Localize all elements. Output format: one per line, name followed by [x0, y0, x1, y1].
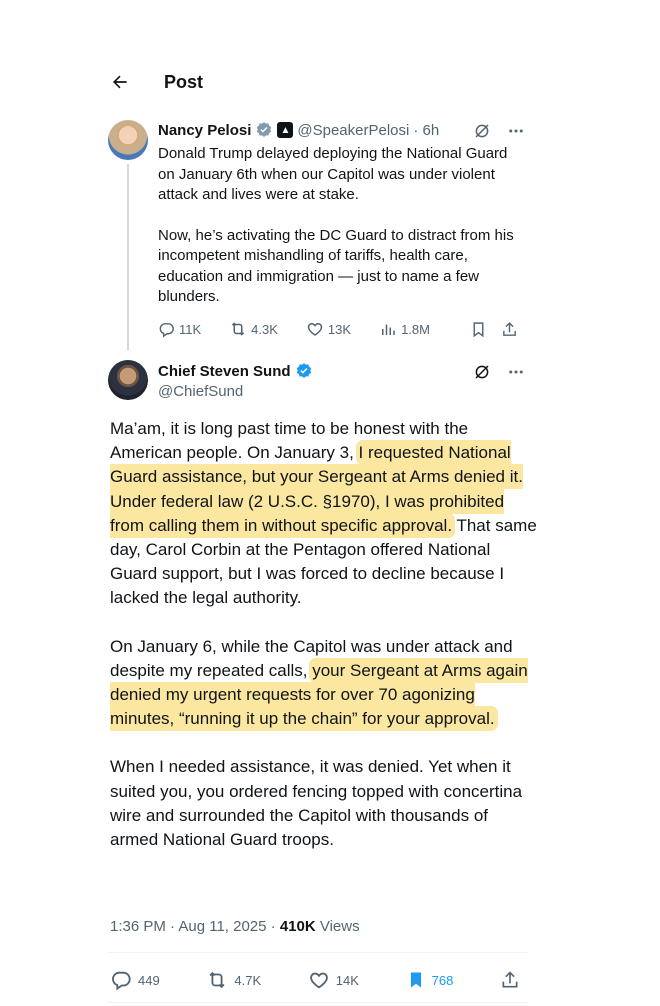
- more-icon[interactable]: [506, 362, 526, 382]
- bookmark-button[interactable]: [406, 969, 454, 991]
- back-arrow-icon[interactable]: [108, 70, 132, 94]
- bookmark-icon: [470, 321, 487, 338]
- grok-icon[interactable]: [472, 121, 492, 141]
- text-segment: Ma’am, it is long past time to be honest with the American people. On January 3,: [110, 419, 469, 463]
- text-segment: On January 6, while the Capitol was under attack and despite my repeated calls,: [110, 636, 513, 680]
- repost-button[interactable]: [229, 320, 278, 338]
- highlighted-text: I requested National Guard assistance, but your Sergeant at Arms denied it. Under federal law (2 U.S.C. §1970), I was prohibited from calling them in without specific approval.: [110, 443, 523, 535]
- bookmark-button[interactable]: [470, 321, 487, 338]
- like-icon: [306, 320, 324, 338]
- parent-tweet-actions: [158, 318, 518, 340]
- reply-icon: [110, 969, 132, 991]
- affiliate-icon: ▲: [277, 122, 293, 138]
- repost-count: 4.7K: [234, 972, 262, 988]
- reply-button[interactable]: [110, 969, 160, 991]
- parent-tweet-header: [158, 121, 439, 139]
- reply-count: 449: [138, 972, 160, 988]
- repost-button[interactable]: [206, 969, 261, 991]
- verified-icon: [255, 121, 273, 139]
- author-name[interactable]: Chief Steven Sund: [158, 362, 291, 380]
- author-handle[interactable]: @ChiefSund: [158, 383, 244, 400]
- tweet-timestamp[interactable]: 1:36 PM · Aug 11, 2025 ·: [110, 918, 280, 935]
- share-button[interactable]: [501, 321, 518, 338]
- main-tweet-tools: [472, 362, 526, 382]
- author-name[interactable]: Nancy Pelosi: [158, 121, 252, 139]
- verified-icon: [295, 362, 313, 380]
- views-button[interactable]: [379, 320, 430, 338]
- main-tweet-text: [110, 417, 540, 876]
- grok-icon[interactable]: [472, 362, 492, 382]
- tweet-paragraph: [110, 417, 540, 611]
- divider: [108, 952, 528, 953]
- like-icon: [308, 969, 330, 991]
- share-icon: [500, 970, 520, 990]
- parent-tweet-tools: [472, 121, 526, 141]
- bookmark-count: 768: [431, 972, 454, 988]
- repost-icon: [206, 969, 228, 991]
- tweet-paragraph: [110, 635, 540, 732]
- page-title: Post: [164, 71, 204, 92]
- avatar[interactable]: [108, 120, 148, 160]
- divider: [108, 1002, 528, 1003]
- tweet-paragraph: Now, he’s activating the DC Guard to distract from his incompetent mishandling of tariffs, health care, education and immigration — just to name a few blunders.: [158, 226, 514, 305]
- reply-count: 11K: [179, 321, 202, 337]
- more-icon[interactable]: [506, 121, 526, 141]
- share-button[interactable]: [500, 970, 520, 990]
- parent-tweet-text: [158, 144, 518, 328]
- views-icon: [379, 320, 397, 338]
- header: [108, 64, 203, 100]
- main-tweet-header: [158, 362, 317, 380]
- reply-button[interactable]: [158, 321, 201, 338]
- repost-count: 4.3K: [251, 321, 278, 337]
- views-label: Views: [315, 918, 360, 935]
- highlighted-text: your Sergeant at Arms again denied my urgent requests for over 70 agonizing minutes, “running it up the chain” for your approval.: [110, 660, 528, 729]
- author-handle[interactable]: @SpeakerPelosi: [297, 121, 410, 139]
- share-icon: [501, 321, 518, 338]
- tweet-paragraph: When I needed assistance, it was denied. Yet when it suited you, you ordered fencing topped with concertina wire and surrounded the Capitol with thousands of armed National Guard troops.: [110, 757, 523, 850]
- like-count: 13K: [327, 321, 352, 337]
- text-segment: That same day, Carol Corbin at the Pentagon offered National Guard support, but I was forced to decline because I lacked the legal authority.: [110, 515, 537, 608]
- thread-line: [127, 164, 129, 350]
- views-count: 410K: [279, 918, 316, 935]
- tweet-paragraph: Donald Trump delayed deploying the National Guard on January 6th when our Capitol was under violent attack and lives were at stake.: [158, 145, 508, 203]
- like-button[interactable]: [306, 320, 351, 338]
- main-tweet-actions: [110, 968, 520, 992]
- views-count: 1.8M: [401, 321, 430, 337]
- bookmark-icon: [406, 969, 426, 991]
- reply-icon: [158, 321, 175, 338]
- like-button[interactable]: [308, 969, 359, 991]
- avatar[interactable]: [108, 360, 148, 400]
- like-count: 14K: [335, 972, 359, 988]
- tweet-meta: [110, 918, 360, 935]
- tweet-time[interactable]: · 6h: [413, 121, 440, 139]
- repost-icon: [229, 320, 247, 338]
